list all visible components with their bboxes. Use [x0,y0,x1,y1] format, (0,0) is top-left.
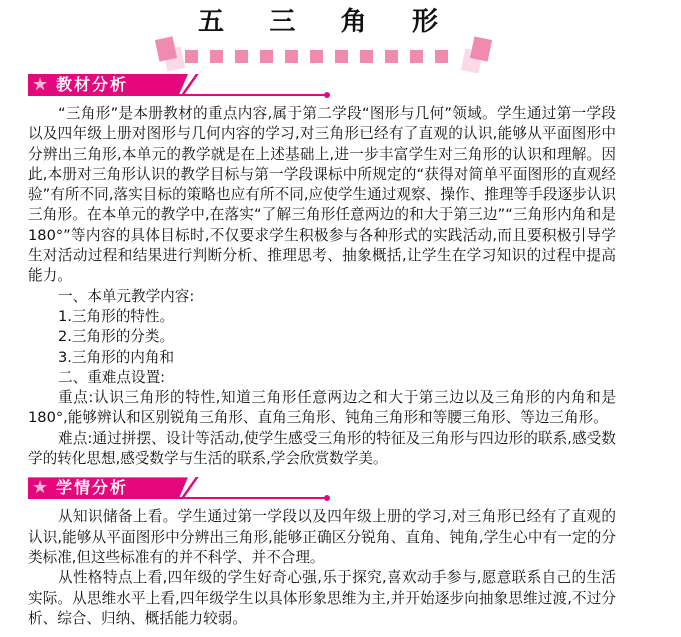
title-char: 五 [198,7,225,37]
paragraph: 从知识储备上看。学生通过第一学段以及四年级上册的学习,对三角形已经有了直观的认识,能够从平面图形中分辨出三角形,能够正确区分锐角、直角、钝角,学生心中有一定的分类标准,但这些标准有的并不科学、并不合理。 [28,508,616,566]
list-item: 1.三角形的特性。 [58,307,175,325]
star-icon: ★ [32,477,49,499]
student-analysis-body [28,507,616,629]
title-char: 三 [269,7,296,37]
paragraph: 从性格特点上看,四年级的学生好奇心强,乐于探究,喜欢动手参与,愿意联系自己的生活实际。从思维水平上看,四年级学生以具体形象思维为主,并开始逐步向抽象思维过渡,不过分析、综合、归纳、概括能力较弱。 [28,569,616,627]
textbook-analysis-body [28,104,616,469]
paragraph: 二、重难点设置: [58,368,166,386]
star-icon: ★ [32,74,49,95]
paragraph: 难点:通过拼摆、设计等活动,使学生感受三角形的特征及三角形与四边形的联系,感受数学的转化思想,感受数学与生活的联系,学会欣赏数学美。 [28,429,616,468]
list-item: 2.三角形的分类。 [58,328,175,346]
section-header-textbook-analysis [28,74,332,98]
title-char: 形 [411,7,438,37]
title-decoration [155,38,490,74]
chapter-title [198,6,438,38]
section-heading: 教材分析 [56,75,129,94]
section-heading: 学情分析 [56,478,129,498]
paragraph: 重点:认识三角形的特性,知道三角形任意两边之和大于第三边以及三角形的内角和是180°,能够辨认和区别锐角三角形、直角三角形、钝角三角形和等腰三角形、等边三角形。 [28,389,616,427]
title-char: 角 [340,7,367,37]
section-header-student-analysis [28,477,332,501]
paragraph: 一、本单元教学内容: [58,287,195,305]
paragraph: “三角形”是本册教材的重点内容,属于第二学段“图形与几何”领域。学生通过第一学段以及四年级上册对图形与几何内容的学习,对三角形已经有了直观的认识,能够从平面图形中分辨出三角形,本单元的教学就是在上述基础上,进一步丰富学生对三角形的认识和理解。因此,本册对三角形认识的教学目标与第一学段课标中所规定的“获得对简单平面图形的直观经验”有所不同,落实目标的策略也应有所不同,应使学生通过观察、操作、推理等手段逐步认识三角形。在本单元的教学中,在落实“了解三角形任意两边的和大于第三边”“三角形内角和是180°”等内容的具体目标时,不仅要求学生积极参与各种形式的实践活动,而且要积极引导学生对活动过程和结果进行判断分析、推理思考、抽象概括,让学生在学习知识的过程中提高能力。 [28,105,616,285]
list-item: 3.三角形的内角和 [58,348,175,366]
